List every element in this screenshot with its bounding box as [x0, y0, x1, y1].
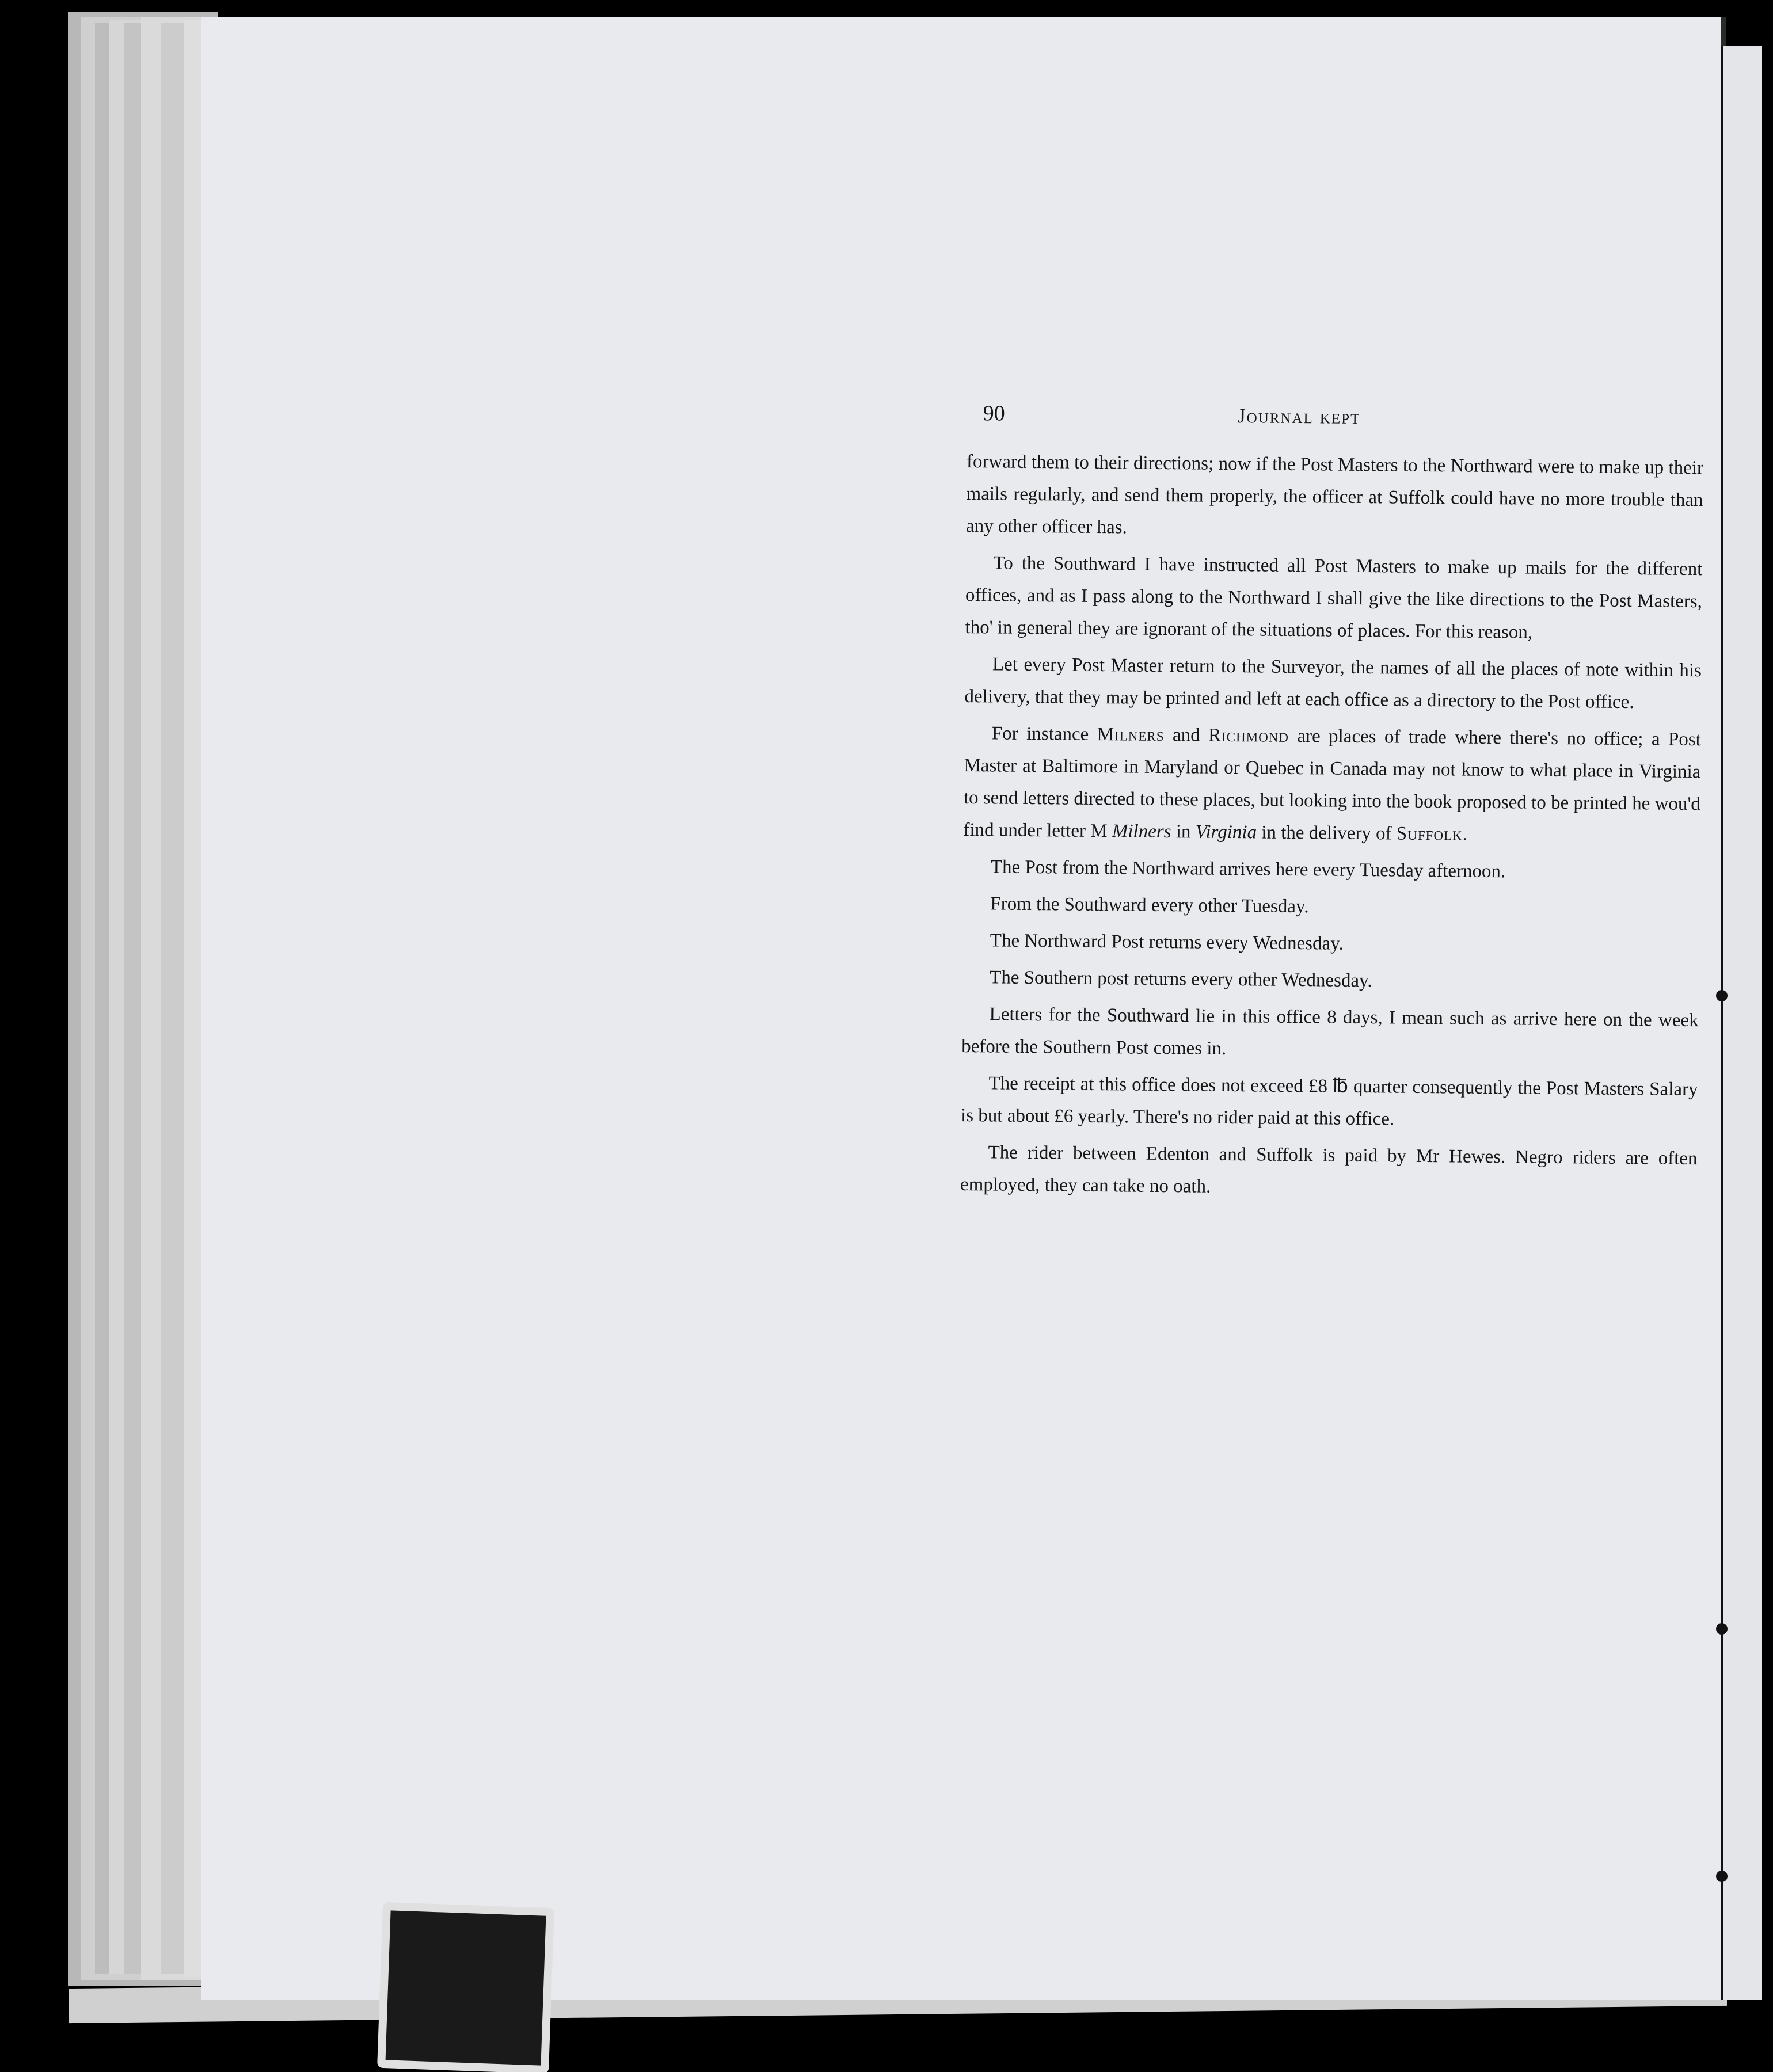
place-name: Richmond	[1208, 725, 1289, 746]
binding-mark	[1716, 1871, 1728, 1882]
paragraph: forward them to their directions; now if the Post Masters to the Northward were to make up their mails regularly, and send them properly, the officer at Suffolk could have no more trouble than any other officer has.	[965, 451, 1704, 538]
paragraph: Let every Post Master return to the Surveyor, the names of all the places of note within his delivery, that they may be printed and left at each office as a directory to the Post office.	[964, 654, 1702, 713]
page-header	[967, 397, 1703, 438]
place-name-italic: Virginia	[1195, 821, 1257, 843]
place-name: Milners	[1097, 723, 1165, 746]
paragraph-text: For instance	[991, 723, 1097, 745]
paragraph: Letters for the Southward lie in this office 8 days, I mean such as arrive here on the week before the Southern Post comes in.	[961, 1004, 1699, 1059]
running-head: Journal kept	[1237, 404, 1361, 428]
binding-mark	[1716, 990, 1728, 1001]
paragraph-text: .	[1462, 824, 1468, 845]
page-clip-tab	[377, 1902, 554, 2072]
paragraph-text: are places of trade where there's no office; a Post Master at Baltimore in Maryland or Quebec in Canada may not know to what place in Virginia to send letters directed to these places, but looking into the book proposed to be printed he wou'd find under letter M	[963, 725, 1702, 842]
place-name-italic: Milners	[1112, 821, 1171, 843]
paragraph-text: and	[1164, 725, 1209, 746]
place-name: Suffolk	[1396, 823, 1463, 845]
book-page	[201, 17, 1726, 2000]
binding-mark	[1716, 1623, 1728, 1635]
paragraph: The Northward Post returns every Wednesday.	[990, 930, 1344, 954]
paragraph: The receipt at this office does not exceed £8 ℔ quarter consequently the Post Masters Salary is but about £6 yearly. There's no rider paid at this office.	[960, 1073, 1698, 1130]
page-text-block	[960, 397, 1704, 1212]
paragraph: To the Southward I have instructed all Post Masters to make up mails for the different offices, and as I pass along to the Northward I shall give the like directions to the Post Masters, tho' in general they are ignorant of the situations of places. For this reason,	[965, 553, 1703, 643]
paragraph-text: in the delivery of	[1256, 822, 1397, 844]
paragraph: The Southern post returns every other Wednesday.	[990, 967, 1372, 992]
paragraph	[963, 717, 1701, 852]
paragraph: From the Southward every other Tuesday.	[990, 893, 1309, 917]
paragraph: The rider between Edenton and Suffolk is paid by Mr Hewes. Negro riders are often employed, they can take no oath.	[960, 1142, 1698, 1197]
page-number: 90	[983, 401, 1005, 426]
facing-page-edge	[1721, 46, 1762, 2000]
paragraph-text: in	[1171, 821, 1196, 843]
paragraph: The Post from the Northward arrives here every Tuesday afternoon.	[990, 856, 1506, 882]
